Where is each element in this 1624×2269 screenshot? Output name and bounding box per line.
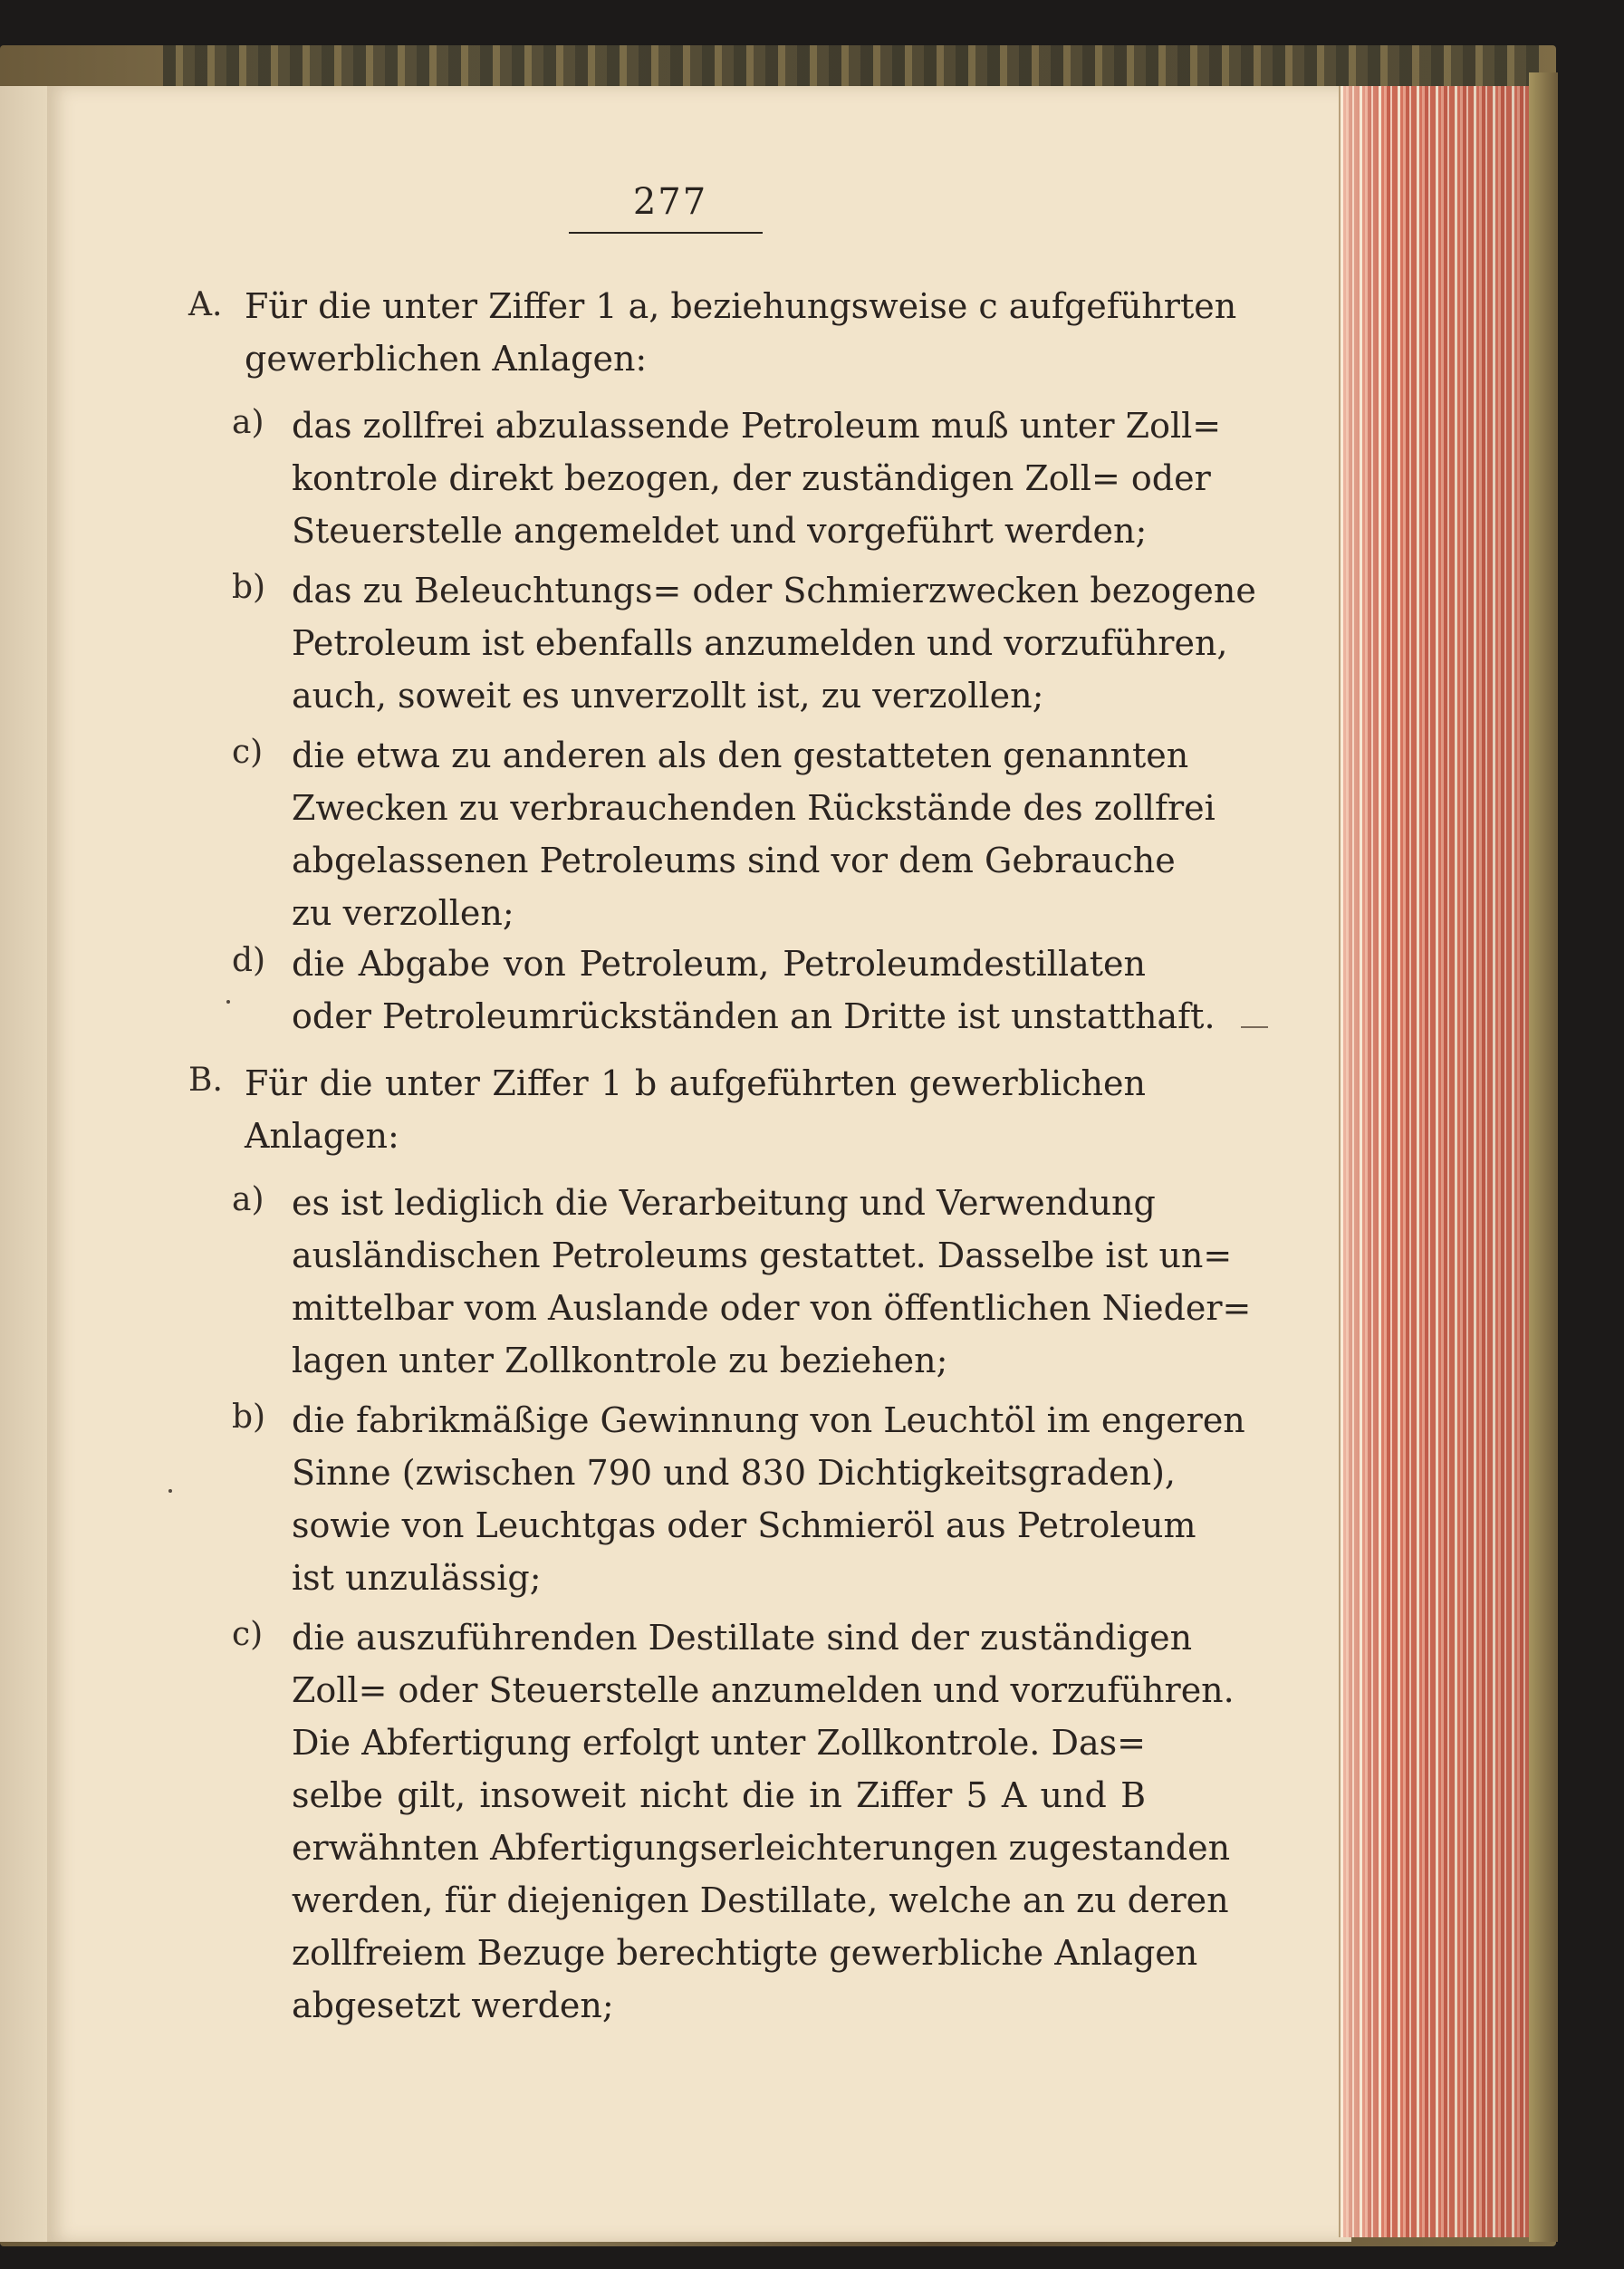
section-b-item-c-line: werden, für diejenigen Destillate, welche an zu deren [292,1880,1229,1920]
print-speck [168,1489,172,1493]
page-number-rule [569,232,763,234]
section-a-item-c-line: Zwecken zu verbrauchenden Rückstände des zollfrei [292,788,1216,828]
section-a-item-d-line: oder Petroleumrückständen an Dritte ist unstatthaft. [292,996,1216,1036]
section-b-item-b-line: die fabrikmäßige Gewinnung von Leuchtöl im engeren [292,1400,1245,1440]
section-a-heading-line: Für die unter Ziffer 1 a, beziehungsweise c aufgeführten [245,286,1237,326]
section-b-item-c-line: Zoll= oder Steuerstelle anzumelden und vorzuführen. [292,1670,1235,1710]
section-b-item-b-line: Sinne (zwischen 790 und 830 Dichtigkeitsgraden), [292,1453,1176,1493]
section-a-item-c-line: abgelassenen Petroleums sind vor dem Gebrauche [292,841,1176,880]
section-a-label: A. [188,286,223,323]
section-a-item-b-line: auch, soweit es unverzollt ist, zu verzollen; [292,676,1044,716]
section-b-item-c-line: selbe gilt, insoweit nicht die in Ziffer 5 A und B [292,1775,1146,1815]
section-b-item-c-line: zollfreiem Bezuge berechtigte gewerbliche Anlagen [292,1933,1198,1973]
section-b-heading-line: Anlagen: [245,1116,399,1156]
section-a-item-c-line: die etwa zu anderen als den gestatteten genannten [292,736,1189,775]
section-b-item-b-line: ist unzulässig; [292,1558,542,1598]
section-a-item-a-line: Steuerstelle angemeldet und vorgeführt werden; [292,511,1148,551]
section-b-label: B. [188,1062,223,1099]
page-number: 277 [632,181,708,223]
section-b-item-a-line: lagen unter Zollkontrole zu beziehen; [292,1341,948,1380]
section-b-item-a-line: mittelbar vom Auslande oder von öffentlichen Nieder= [292,1288,1252,1328]
section-b-item-c-line: erwähnten Abfertigungserleichterungen zugestanden [292,1828,1231,1868]
section-a-item-a-label: a) [232,404,264,441]
section-b-item-c-line: Die Abfertigung erfolgt unter Zollkontrole. Das= [292,1723,1146,1763]
margin-mark [1241,1026,1268,1028]
print-speck [226,1000,230,1004]
section-a-item-b-label: b) [232,569,266,606]
section-a-item-a-line: das zollfrei abzulassende Petroleum muß unter Zoll= [292,406,1222,446]
section-a-item-b-line: Petroleum ist ebenfalls anzumelden und vorzuführen, [292,623,1228,663]
section-b-item-b-line: sowie von Leuchtgas oder Schmieröl aus Petroleum [292,1505,1196,1545]
section-a-item-b-line: das zu Beleuchtungs= oder Schmierzwecken bezogene [292,571,1256,611]
section-a-item-d-label: d) [232,942,266,979]
section-b-item-a-line: ausländischen Petroleums gestattet. Dasselbe ist un= [292,1235,1233,1275]
section-a-heading-line: gewerblichen Anlagen: [245,339,648,379]
section-b-item-c-line: abgesetzt werden; [292,1985,614,2025]
section-a-item-c-line: zu verzollen; [292,893,514,933]
section-b-item-c-line: die auszuführenden Destillate sind der zuständigen [292,1618,1193,1658]
section-a-item-c-label: c) [232,734,264,771]
section-b-item-b-label: b) [232,1399,266,1436]
section-b-heading-line: Für die unter Ziffer 1 b aufgeführten gewerblichen [245,1063,1146,1103]
section-b-item-a-label: a) [232,1181,264,1218]
section-a-item-d-line: die Abgabe von Petroleum, Petroleumdestillaten [292,944,1146,984]
section-a-item-a-line: kontrole direkt bezogen, der zuständigen Zoll= oder [292,458,1211,498]
section-b-item-a-line: es ist lediglich die Verarbeitung und Verwendung [292,1183,1156,1223]
section-b-item-c-label: c) [232,1616,264,1653]
